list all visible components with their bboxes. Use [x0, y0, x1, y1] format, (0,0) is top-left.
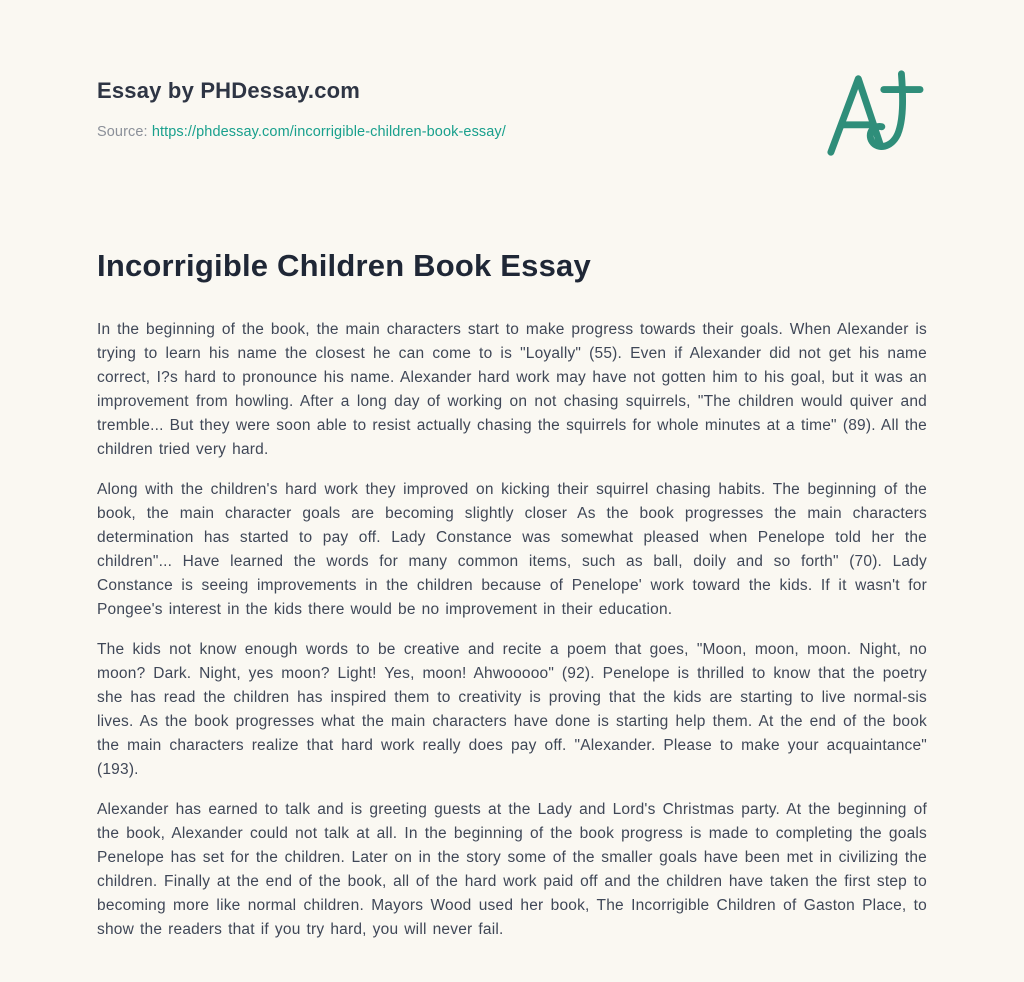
page-title: Incorrigible Children Book Essay [97, 248, 591, 283]
aplus-logo-icon [819, 66, 927, 164]
header-text-block [97, 72, 506, 140]
essay-paragraph: The kids not know enough words to be creative and recite a poem that goes, "Moon, moon, moon. Night, no moon? Dark. Night, yes moon? Light! Yes, moon! Ahwooooo" (92). Penelope is thrilled to know that the poetry she has read the children has inspired them to creativity is proving that the kids are starting to live normal-sis lives. As the book progresses what the main characters have done is starting help them. At the end of the book the main characters realize that hard work really does pay off. "Alexander. Please to make your acquaintance" (193). [97, 641, 927, 778]
essay-paragraph: Along with the children's hard work they improved on kicking their squirrel chasing habits. The beginning of the book, the main character goals are becoming slightly closer As the book progresses the main characters determination has started to pay off. Lady Constance was somewhat pleased when Penelope told her the children"... Have learned the words for many common items, such as ball, doily and so forth" (70). Lady Constance is seeing improvements in the children because of Penelope' work toward the kids. If it wasn't for Pongee's interest in the kids there would be no improvement in their education. [97, 481, 927, 618]
source-url-link[interactable]: https://phdessay.com/incorrigible-children-book-essay/ [151, 124, 506, 140]
page-header [97, 72, 927, 164]
essay-paragraph: Alexander has earned to talk and is greeting guests at the Lady and Lord's Christmas party. At the beginning of the book, Alexander could not talk at all. In the beginning of the book progress is made to completing the goals Penelope has set for the children. Later on in the story some of the smaller goals have been met in civilizing the children. Finally at the end of the book, all of the hard work paid off and the children have taken the first step to becoming more like normal children. Mayors Wood used her book, The Incorrigible Children of Gaston Place, to show the readers that if you try hard, you will never fail. [97, 801, 927, 938]
essay-body [97, 318, 927, 942]
essay-paragraph: In the beginning of the book, the main characters start to make progress towards their goals. When Alexander is trying to learn his name the closest he can come to is "Loyally" (55). Even if Alexander did not get his name correct, I?s hard to pronounce his name. Alexander hard work may have not gotten him to his goal, but it was an improvement from howling. After a long day of working on not chasing squirrels, "The children would quiver and tremble... But they were soon able to resist actually chasing the squirrels for whole minutes at a time" (89). All the children tried very hard. [97, 321, 927, 458]
essay-byline: Essay by PHDessay.com [97, 78, 361, 103]
source-label: Source: [97, 124, 148, 140]
source-line [97, 124, 506, 140]
phdessay-logo[interactable] [819, 66, 927, 164]
